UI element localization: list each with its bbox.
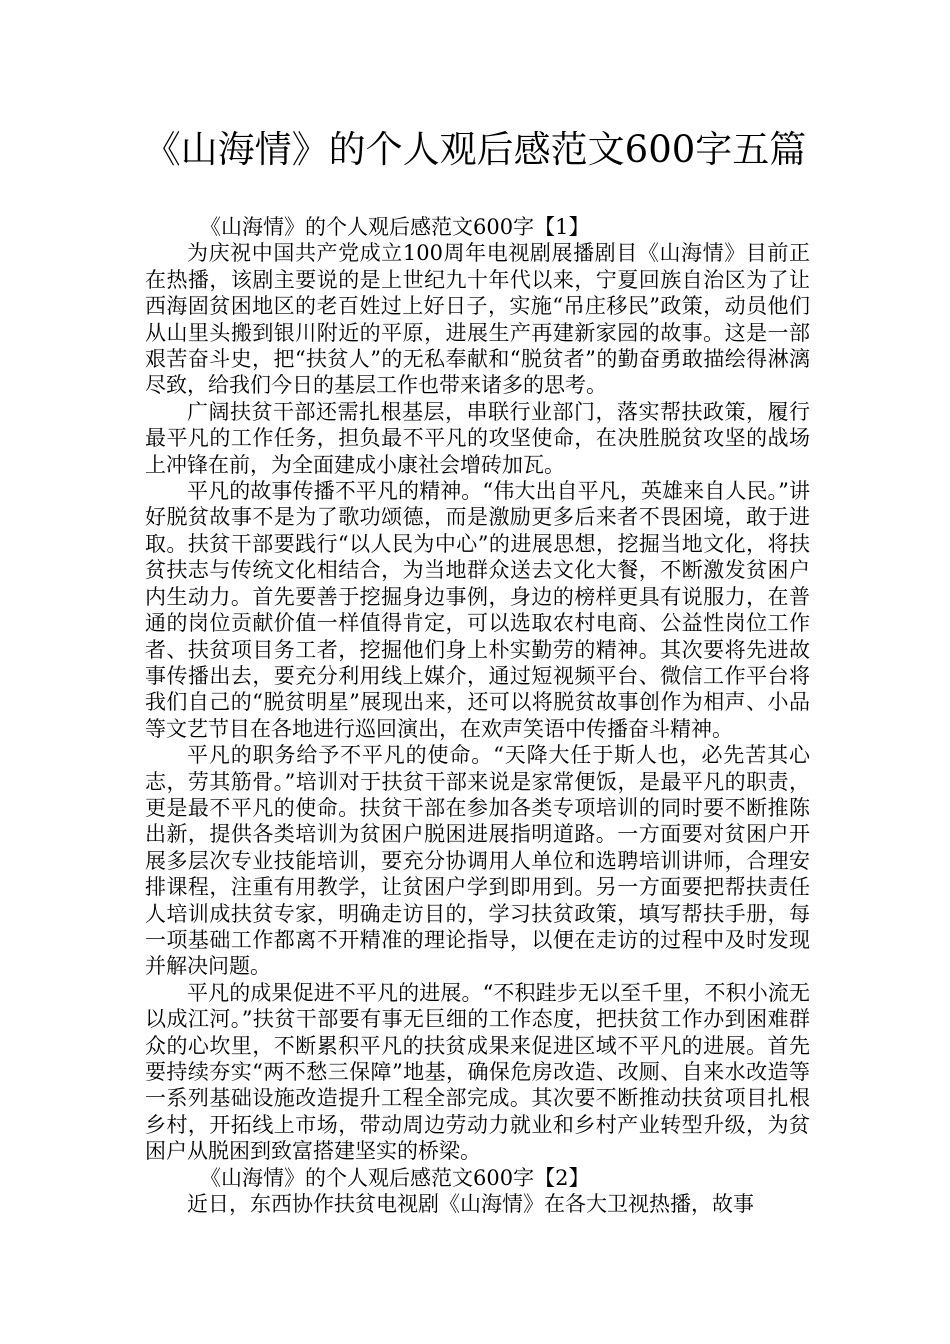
body-paragraph: 广阔扶贫干部还需扎根基层，串联行业部门，落实帮扶政策，履行最平凡的工作任务，担负最不平凡的攻坚使命，在决胜脱贫攻坚的战场上冲锋在前，为全面建成小康社会增砖加瓦。 xyxy=(145,399,810,477)
section-heading-2: 《山海情》的个人观后感范文600字【2】 xyxy=(200,1165,590,1190)
body-paragraph: 平凡的故事传播不平凡的精神。“伟大出自平凡，英雄来自人民。”讲好脱贫故事不是为了歌功颂德，而是激励更多后来者不畏困境，敢于进取。扶贫干部要践行“以人民为中心”的进展思想，挖掘当地文化，将扶贫扶志与传统文化相结合，为当地群众送去文化大餐，不断激发贫困户内生动力。首先要善于挖掘身边事例，身边的榜样更具有说服力，在普通的岗位贡献价值一样值得肯定，可以选取农村电商、公益性岗位工作者、扶贫项目务工者，挖掘他们身上朴实勤劳的精神。其次要将先进故事传播出去，要充分利用线上媒介，通过短视频平台、微信工作平台将我们自己的“脱贫明星”展现出来，还可以将脱贫故事创作为相声、小品等文艺节目在各地进行巡回演出，在欢声笑语中传播奋斗精神。 xyxy=(145,479,810,741)
body-paragraph: 平凡的职务给予不平凡的使命。“天降大任于斯人也，必先苦其心志，劳其筋骨。”培训对于扶贫干部来说是家常便饭，是最平凡的职责，更是最不平凡的使命。扶贫干部在参加各类专项培训的同时要不断推陈出新，提供各类培训为贫困户脱困进展指明道路。一方面要对贫困户开展多层次专业技能培训，要充分协调用人单位和选聘培训讲师，合理安排课程，注重有用教学，让贫困户学到即用到。另一方面要把帮扶责任人培训成扶贫专家，明确走访目的，学习扶贫政策，填写帮扶手册，每一项基础工作都离不开精准的理论指导，以便在走访的过程中及时发现并解决问题。 xyxy=(145,743,810,979)
body-paragraph: 近日，东西协作扶贫电视剧《山海情》在各大卫视热播，故事 xyxy=(187,1192,754,1217)
body-paragraph: 为庆祝中国共产党成立100周年电视剧展播剧目《山海情》目前正在热播，该剧主要说的是上世纪九十年代以来，宁夏回族自治区为了让西海固贫困地区的老百姓过上好日子，实施“吊庄移民”政策，动员他们从山里头搬到银川附近的平原，进展生产再建新家园的故事。这是一部艰苦奋斗史，把“扶贫人”的无私奉献和“脱贫者”的勤奋勇敢描绘得淋漓尽致，给我们今日的基层工作也带来诸多的思考。 xyxy=(145,241,810,398)
section-heading-1: 《山海情》的个人观后感范文600字【1】 xyxy=(200,215,590,239)
document-body xyxy=(145,214,810,1217)
document-title: 《山海情》的个人观后感范文600字五篇 xyxy=(143,128,807,171)
body-paragraph: 平凡的成果促进不平凡的进展。“不积跬步无以至千里，不积小流无以成江河。”扶贫干部要有事无巨细的工作态度，把扶贫工作办到困难群众的心坎里，不断累积平凡的扶贫成果来促进区域不平凡的进展。首先要持续夯实“两不愁三保障”地基，确保危房改造、改厕、自来水改造等一系列基础设施改造提升工程全部完成。其次要不断推动扶贫项目扎根乡村，开拓线上市场，带动周边劳动力就业和乡村产业转型升级，为贫困户从脱困到致富搭建坚实的桥梁。 xyxy=(145,980,810,1164)
